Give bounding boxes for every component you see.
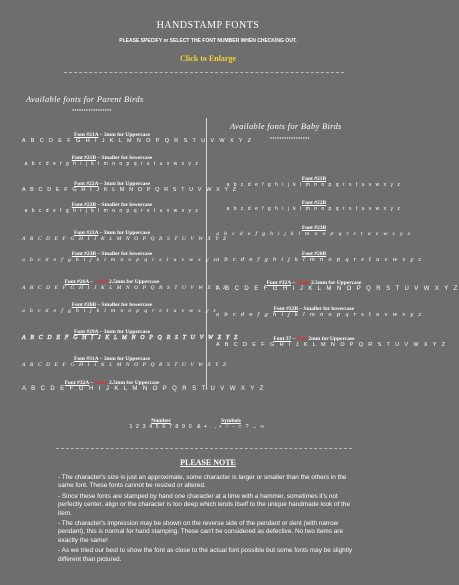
baby-heading: Available fonts for Baby Birds <box>230 121 342 131</box>
parent-font-29a: Font #29A – 3mm for Uppercase A B C D E F G H I J K L M N O P Q R S T U V W X Y Z <box>22 329 239 341</box>
parent-font-23a: Font #23A – 3mm for Uppercase A B C D E F G H I J K L M N O P Q R S T U V W X Y Z <box>22 230 228 242</box>
symbols-sample: & + . , • ♡ - ☆ ? → ∞ <box>196 424 266 430</box>
top-divider <box>64 72 344 73</box>
column-divider <box>206 118 207 390</box>
font-number: Font #32A <box>266 280 291 286</box>
note-item: - The character's size is just an approximate, some character is larger or smaller than the others in the same font. These fonts cannot be resized or altered. <box>58 474 347 490</box>
font-sample: a b c d e f g h i j k l m n o p q r s t u v w x y z <box>216 257 423 263</box>
baby-font-37: Font 37 – Tiny 2mm for Uppercase A B C D E F G H I J K L M N O P Q R S T U V W X Y Z <box>216 336 447 348</box>
note-item: - The character's impression may be shown on the reverse side of the pendant or dent (with narrow pendant), this is normal for hand stamping. These can't be considered as defective. No two items are exactly the same! <box>58 520 343 544</box>
symbols-label: Symbols <box>221 418 241 424</box>
baby-stars: ***************** <box>270 137 310 143</box>
font-number: Font 37 <box>273 336 292 342</box>
parent-font-21b: Font #21B – Smaller for lowercase a b c d e f g h i j k l m n o p q r s t u v w x y z <box>22 155 202 167</box>
font-number: Font #31A <box>73 356 99 362</box>
font-sample: a b c d e f g h i j k l m n o p q r s t u v w x y z <box>216 231 412 237</box>
font-sample: A B C D E F G H I J K L M N O P Q R S T U V W X Y Z <box>216 286 459 292</box>
font-sample: a b c d e f g h i j k l m n o p q r s t u v w x y z <box>22 257 218 263</box>
font-number: Font #21A <box>73 132 99 138</box>
font-sample: A B C D E F G H I J K L M N O P Q R S T U V W X Y Z <box>22 236 228 242</box>
parent-font-21a: Font #21A – 3mm for Uppercase A B C D E F G H I J K L M N O P Q R S T U V W X Y Z <box>22 132 253 144</box>
note-item: - As we tried our best to show the font as close to the actual font possible but some fonts may be slightly different than pictured. <box>58 547 353 563</box>
page-subtitle: PLEASE SPECIFY or SELECT THE FONT NUMBER WHEN CHECKING OUT. <box>119 38 297 44</box>
enlarge-link[interactable]: Click to Enlarge <box>180 54 236 63</box>
font-number: Font #22B <box>71 202 97 208</box>
font-sample: A B C D E F G H I J K L M N O P Q R S T U V W X Y Z <box>22 335 239 341</box>
symbols-block <box>196 418 266 430</box>
baby-font-26b <box>216 251 423 263</box>
font-sample: a b c d e f g h i j k l m n o p q r s t u v w x y z <box>226 182 402 188</box>
parent-font-26a: Font #26A – Small 2.5mm for Uppercase A B C D E F G H I J K L M N O P Q R S T U V W X Y Z <box>22 279 228 291</box>
baby-font-32a: Font #32A – Small 2.5mm for Uppercase A B C D E F G H I J K L M N O P Q R S T U V W X Y Z <box>216 280 459 292</box>
page-title: HANDSTAMP FONTS <box>156 20 260 31</box>
font-number: Font #32B <box>273 306 299 312</box>
baby-font-21b <box>216 176 412 188</box>
font-sample: a b c d e f g h i j k l m n o p q r s t u v w x y z <box>216 312 423 318</box>
parent-font-22b: Font #22B – Smaller for lowercase a b c d e f g h i j k l m n o p q r s t u v w x y z <box>22 202 202 214</box>
font-sample: a b c d e f g h i j k l m n o p q r s t u v w x y z <box>24 161 200 167</box>
baby-font-22b <box>216 200 412 212</box>
font-number: Font #26B <box>301 251 327 257</box>
font-number: Font #23B <box>71 251 97 257</box>
font-number: Font #22A <box>73 181 99 187</box>
note-item: - Since these fonts are stamped by hand one character at a time with a hammer, sometimes it's not perfectly center, align or the character is too deep which lends itself to the unique handmade look of the item. <box>58 492 351 517</box>
font-number: Font #23B <box>301 225 327 231</box>
font-number: Font #21B <box>71 155 97 161</box>
font-number: Font #26A <box>64 279 89 285</box>
size-badge: Tiny <box>296 336 307 342</box>
notes-list <box>58 474 358 566</box>
numbers-block <box>126 418 196 430</box>
parent-font-22a: Font #22A – 3mm for Uppercase A B C D E F G H I J K L M N O P Q R S T U V W X Y Z <box>22 181 238 193</box>
parent-font-26b: Font #26B – Smaller for lowercase a b c d e f g h i j k l m n o p q r s t u v w x y z <box>22 302 218 314</box>
font-number: Font #29A <box>73 329 99 335</box>
font-sample: a b c d e f g h i j k l m n o p q r s t u v w x y z <box>24 208 200 214</box>
font-number: Font #32A <box>64 380 89 386</box>
parent-font-32a: Font #32A – Small 2.5mm for Uppercase A B C D E F G H I J K L M N O P Q R S T U V W X Y Z <box>22 380 266 392</box>
parent-heading: Available fonts for Parent Birds <box>26 94 144 104</box>
font-sample: A B C D E F G H I J K L M N O P Q R S T U V W X Y Z <box>216 342 447 348</box>
font-sample: a b c d e f g h i j k l m n o p q r s t u v w x y z <box>226 206 402 212</box>
font-sample: A B C D E F G H I J K L M N O P Q R S T U V W X Y Z <box>22 187 238 193</box>
size-badge: Small <box>94 279 108 285</box>
font-sample: a b c d e f g h i j k l m n o p q r s t u v w x y z <box>22 308 218 314</box>
numbers-label: Number <box>151 418 171 424</box>
font-number: Font #22B <box>301 200 327 206</box>
size-badge: Small <box>94 380 108 386</box>
font-sample: A B C D E F G H I J K L M N O P Q R S T U V W X Y Z <box>22 138 253 144</box>
parent-font-23b: Font #23B – Smaller for lowercase a b c d e f g h i j k l m n o p q r s t u v w x y z <box>22 251 218 263</box>
bottom-divider <box>56 448 352 449</box>
baby-font-23b <box>216 225 412 237</box>
font-sample: A B C D E F G H I J K L M N O P Q R S T U V W X Y Z <box>22 362 228 368</box>
numbers-sample: 1 2 3 4 5 6 7 8 9 0 <box>129 424 193 430</box>
font-number: Font #23A <box>73 230 99 236</box>
parent-font-31a: Font #31A – 3mm for Uppercase A B C D E F G H I J K L M N O P Q R S T U V W X Y Z <box>22 356 228 368</box>
font-sample: A B C D E F G H I J K L M N O P Q R S T U V W X Y Z <box>22 285 228 291</box>
notes-title: PLEASE NOTE <box>180 458 236 467</box>
font-number: Font #26B <box>71 302 97 308</box>
parent-stars: ***************** <box>72 109 112 115</box>
font-number: Font #21B <box>301 176 327 182</box>
font-sample: A B C D E F G H I J K L M N O P Q R S T U V W X Y Z <box>22 386 266 392</box>
baby-font-32b: Font #32B – Smaller for lowercase a b c d e f g h i j k l m n o p q r s t u v w x y z <box>216 306 423 318</box>
size-badge: Small <box>296 280 310 286</box>
